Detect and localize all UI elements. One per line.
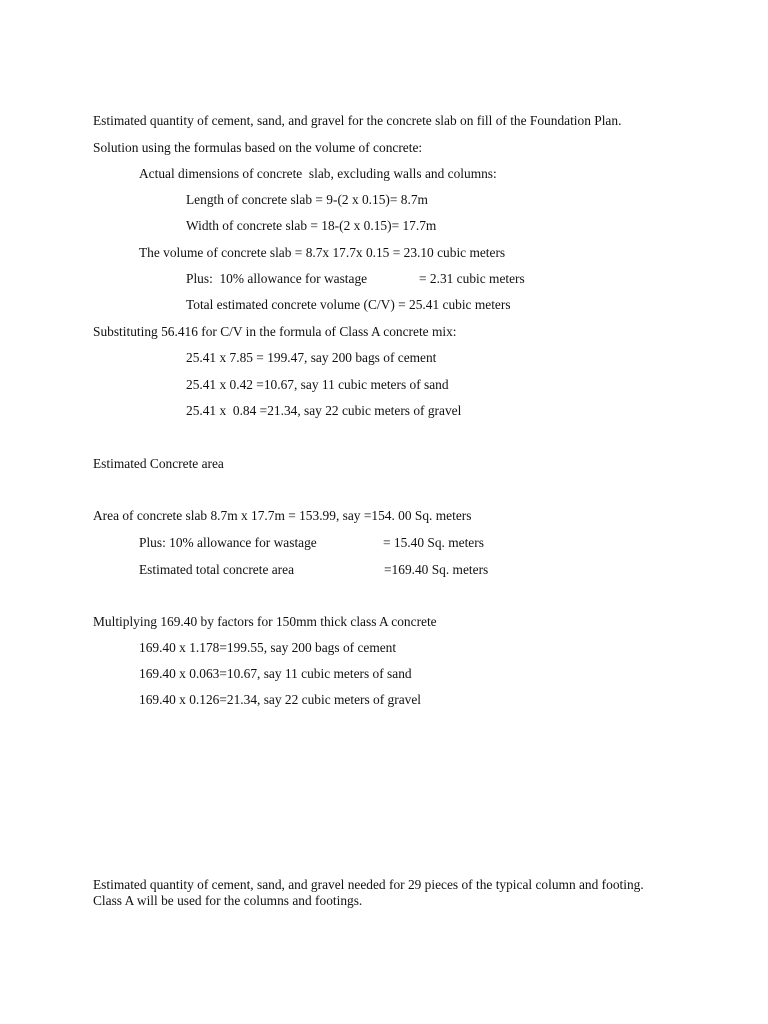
slab-sand-line: 25.41 x 0.42 =10.67, say 11 cubic meters of sand [186, 377, 449, 392]
solution-intro: Solution using the formulas based on the volume of concrete: [93, 140, 423, 155]
slab-area-line: Area of concrete slab 8.7m x 17.7m = 153.99, say =154. 00 Sq. meters [93, 508, 472, 523]
slab-cement-line: 25.41 x 7.85 = 199.47, say 200 bags of cement [186, 350, 437, 365]
slab-length-line: Length of concrete slab = 9-(2 x 0.15)= 8.7m [186, 192, 428, 207]
dimensions-heading: Actual dimensions of concrete slab, excluding walls and columns: [139, 166, 497, 181]
area-heading: Estimated Concrete area [93, 456, 224, 471]
substituting-line: Substituting 56.416 for C/V in the formula of Class A concrete mix: [93, 324, 457, 339]
total-volume-line: Total estimated concrete volume (C/V) = 25.41 cubic meters [186, 297, 511, 312]
area-allowance-label: Plus: 10% allowance for wastage [139, 535, 317, 550]
slab-estimate-title: Estimated quantity of cement, sand, and gravel for the concrete slab on fill of the Foundation Plan. [93, 113, 622, 128]
area-total-label: Estimated total concrete area [139, 562, 295, 577]
slab-gravel-line: 25.41 x 0.84 =21.34, say 22 cubic meters of gravel [186, 403, 462, 418]
column-footing-paragraph: Estimated quantity of cement, sand, and gravel needed for 29 pieces of the typical column and footing. Class A will be used for the columns and footings. [93, 877, 644, 908]
area-gravel-line: 169.40 x 0.126=21.34, say 22 cubic meters of gravel [139, 692, 422, 707]
volume-allowance-value: = 2.31 cubic meters [419, 271, 525, 286]
slab-volume-line: The volume of concrete slab = 8.7x 17.7x 0.15 = 23.10 cubic meters [139, 245, 506, 260]
area-total-value: =169.40 Sq. meters [384, 562, 489, 577]
multiplying-line: Multiplying 169.40 by factors for 150mm thick class A concrete [93, 614, 437, 629]
area-allowance-value: = 15.40 Sq. meters [383, 535, 484, 550]
area-sand-line: 169.40 x 0.063=10.67, say 11 cubic meters of sand [139, 666, 412, 681]
area-cement-line: 169.40 x 1.178=199.55, say 200 bags of cement [139, 640, 397, 655]
slab-width-line: Width of concrete slab = 18-(2 x 0.15)= 17.7m [186, 218, 437, 233]
volume-allowance-label: Plus: 10% allowance for wastage [186, 271, 368, 286]
